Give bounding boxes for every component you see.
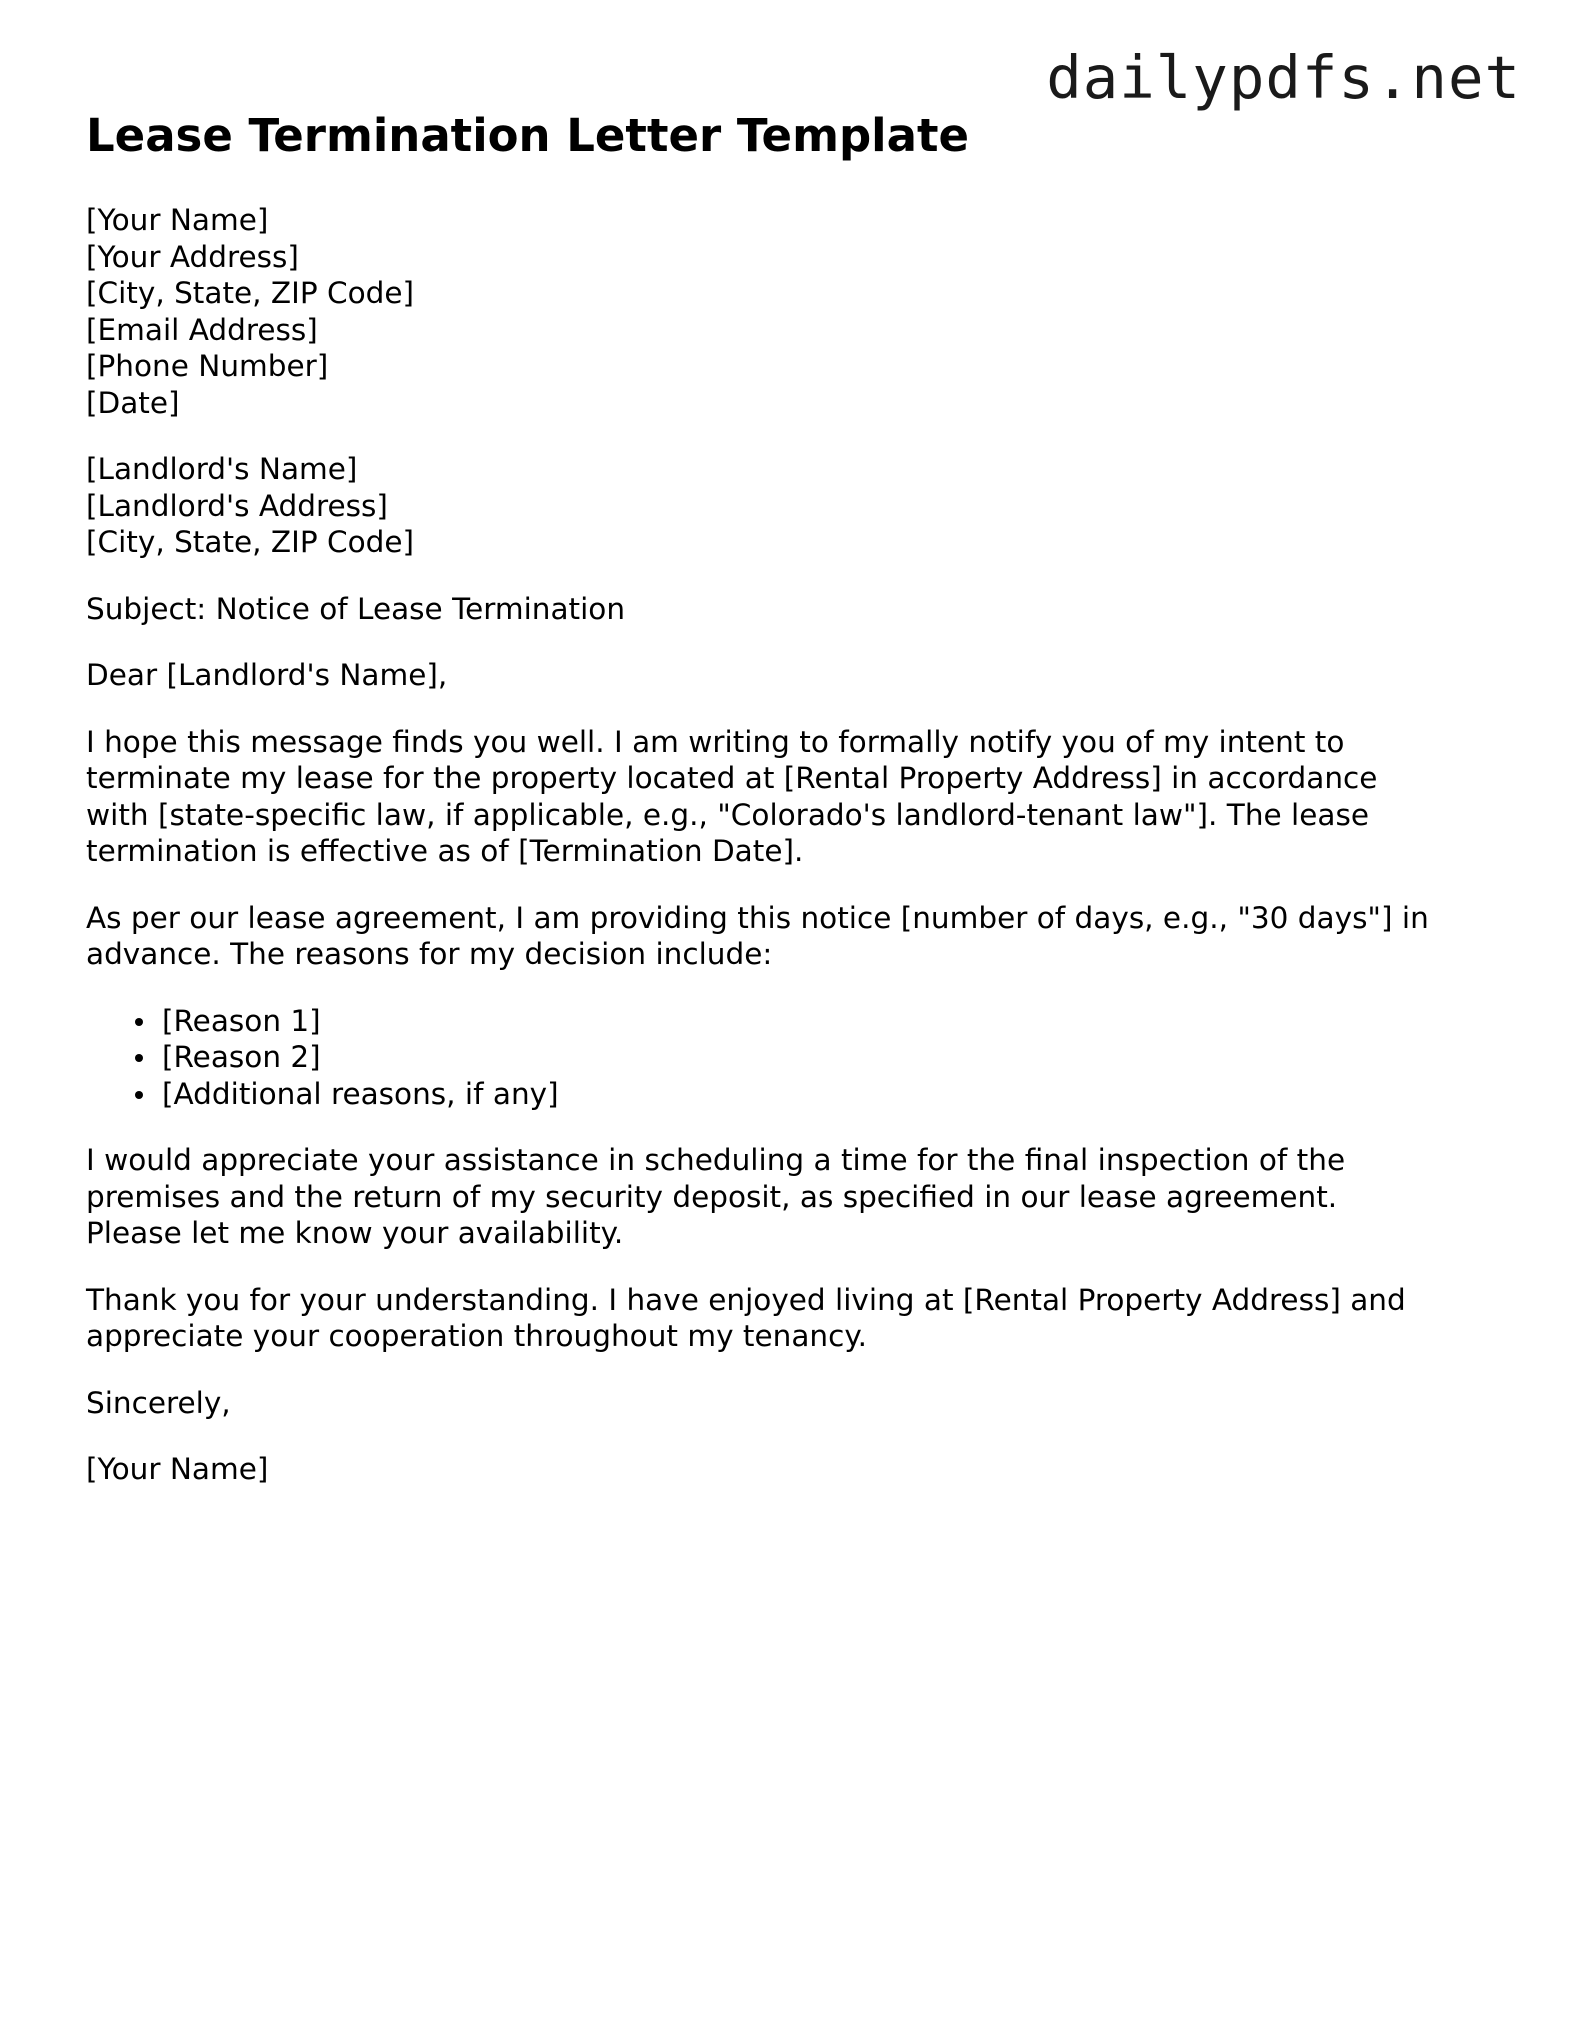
reason-item: [Additional reasons, if any]	[162, 1076, 1506, 1113]
sender-phone: [Phone Number]	[86, 349, 329, 383]
signature-name: [Your Name]	[86, 1452, 269, 1486]
document-title: Lease Termination Letter Template	[86, 109, 969, 162]
paragraph-line: Please let me know your availability.	[86, 1216, 624, 1250]
paragraph-notice	[86, 900, 1506, 973]
reasons-list	[86, 1003, 1506, 1113]
recipient-address: [Landlord's Address]	[86, 488, 388, 523]
paragraph-line: I hope this message finds you well. I am writing to formally notify you of my intent to	[86, 724, 1345, 759]
paragraph-line: terminate my lease for the property located at [Rental Property Address] in accordance	[86, 761, 1378, 795]
paragraph-intent	[86, 724, 1506, 870]
letter-document	[86, 106, 1506, 1488]
paragraph-line: with [state-specific law, if applicable, e.g., "Colorado's landlord-tenant law"]. The lease	[86, 797, 1369, 832]
closing: Sincerely,	[86, 1385, 231, 1420]
sender-address: [Your Address]	[86, 239, 299, 274]
reason-item: [Reason 2]	[162, 1039, 1506, 1076]
sender-city-state-zip: [City, State, ZIP Code]	[86, 276, 415, 310]
reason-item: [Reason 1]	[162, 1003, 1506, 1040]
sender-name: [Your Name]	[86, 203, 269, 237]
paragraph-line: appreciate your cooperation throughout my tenancy.	[86, 1319, 867, 1353]
paragraph-inspection	[86, 1142, 1506, 1252]
letter-date: [Date]	[86, 385, 180, 420]
paragraph-line: advance. The reasons for my decision include:	[86, 937, 773, 971]
sender-block	[86, 202, 1506, 421]
paragraph-line: termination is effective as of [Termination Date].	[86, 834, 804, 868]
paragraph-thanks	[86, 1282, 1506, 1355]
recipient-block	[86, 451, 1506, 561]
sender-email: [Email Address]	[86, 312, 318, 347]
paragraph-line: I would appreciate your assistance in scheduling a time for the final inspection of the	[86, 1143, 1346, 1177]
subject-line: Subject: Notice of Lease Termination	[86, 591, 626, 626]
paragraph-line: premises and the return of my security deposit, as specified in our lease agreement.	[86, 1179, 1338, 1214]
recipient-city-state-zip: [City, State, ZIP Code]	[86, 525, 415, 559]
paragraph-line: Thank you for your understanding. I have enjoyed living at [Rental Property Address] and	[86, 1282, 1406, 1317]
watermark: dailypdfs.net	[1046, 43, 1521, 112]
recipient-name: [Landlord's Name]	[86, 452, 358, 486]
salutation: Dear [Landlord's Name],	[86, 658, 448, 692]
paragraph-line: As per our lease agreement, I am providing this notice [number of days, e.g., "30 days"] in	[86, 900, 1429, 935]
